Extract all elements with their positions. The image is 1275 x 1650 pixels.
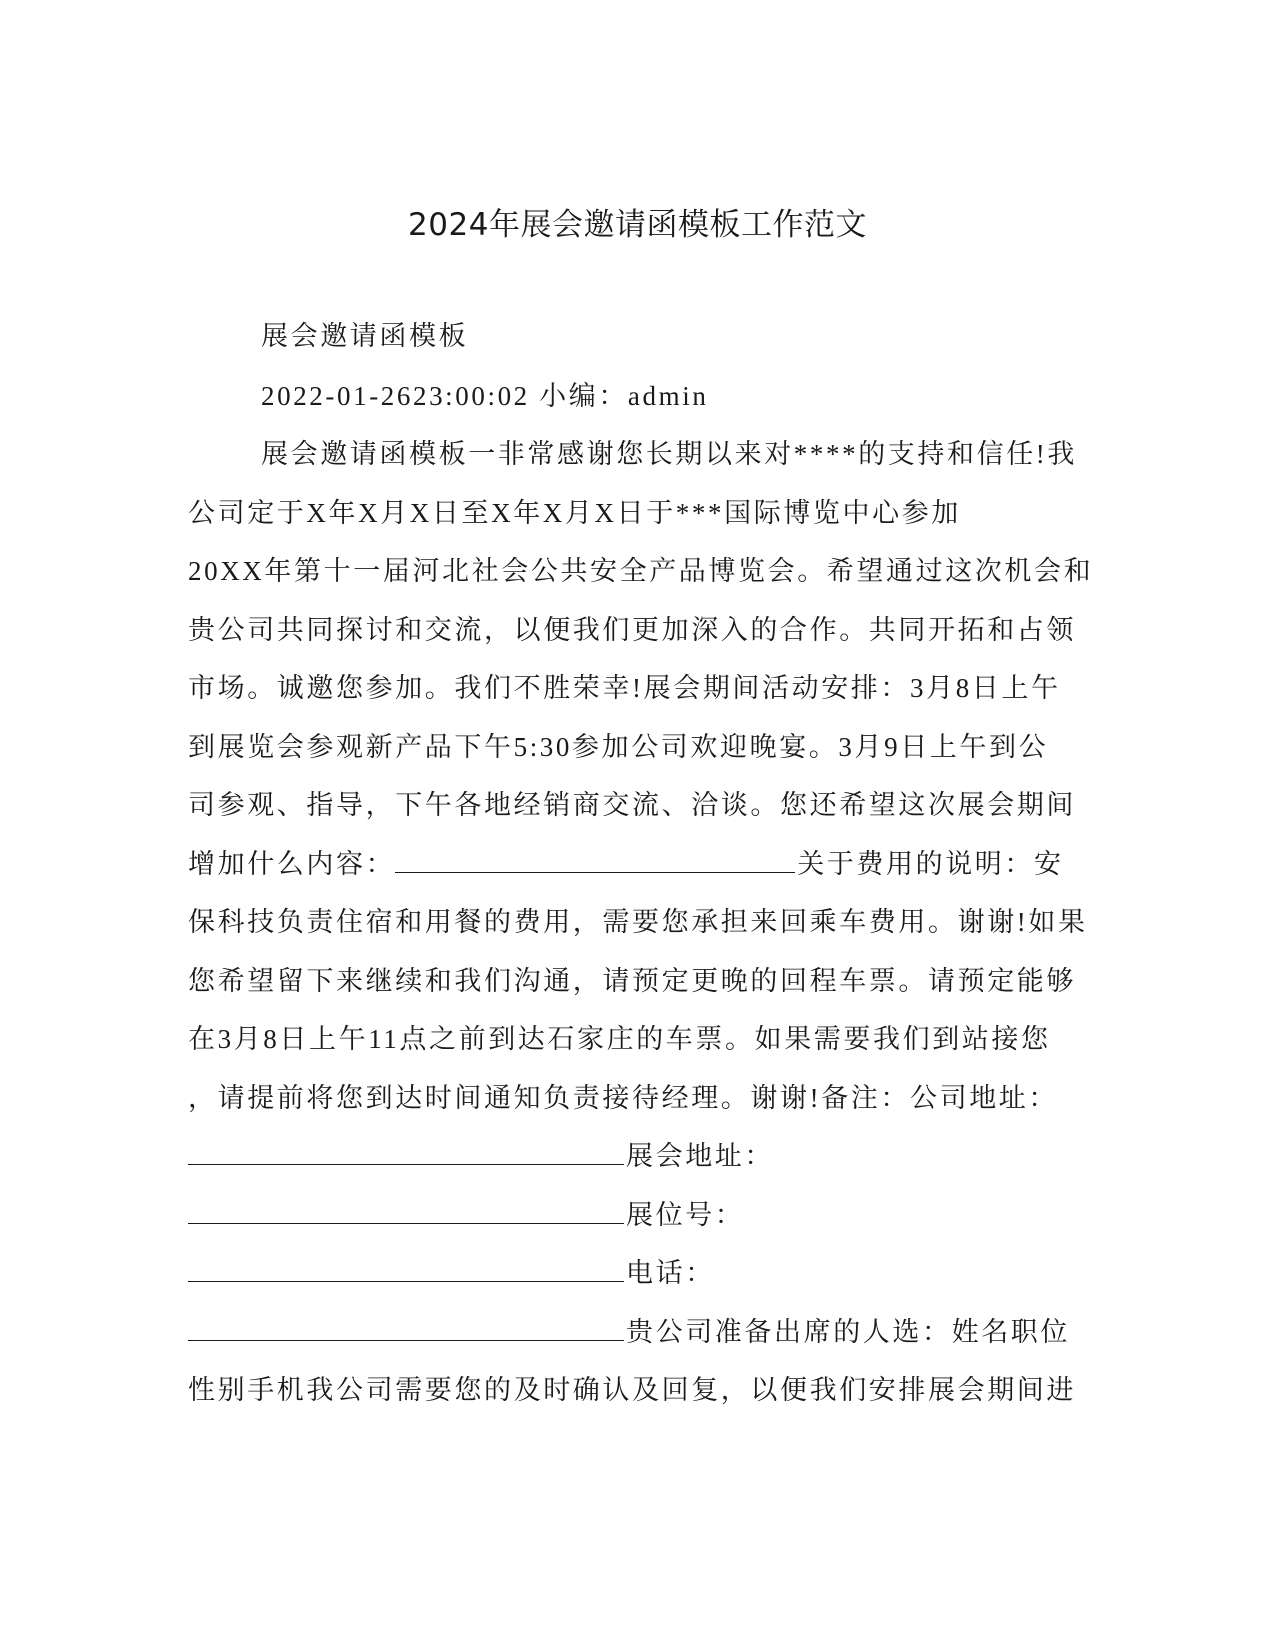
paragraph-line: 您希望留下来继续和我们沟通，请预定更晚的回程车票。请预定能够 — [188, 966, 1076, 996]
field-label: 贵公司准备出席的人选：姓名职位 — [626, 1317, 1070, 1347]
paragraph-line: ，请提前将您到达时间通知负责接待经理。谢谢!备注：公司地址： — [188, 1083, 1058, 1113]
fill-in-blank-content[interactable] — [395, 848, 795, 873]
fill-in-blank-company-address[interactable] — [188, 1140, 624, 1165]
blank-prefix-text: 增加什么内容： — [188, 849, 396, 879]
field-label: 展会地址： — [626, 1141, 774, 1171]
paragraph-line: 保科技负责住宿和用餐的费用，需要您承担来回乘车费用。谢谢!如果 — [188, 907, 1088, 937]
paragraph-line: 司参观、指导，下午各地经销商交流、洽谈。您还希望这次展会期间 — [188, 790, 1076, 820]
field-exhibition-address — [188, 1126, 774, 1186]
document-subtitle: 展会邀请函模板 — [261, 321, 469, 351]
fill-in-blank-phone[interactable] — [188, 1316, 624, 1341]
post-meta: 2022-01-2623:00:02 小编：admin — [261, 381, 709, 411]
field-phone — [188, 1243, 715, 1303]
blank-suffix-text: 关于费用的说明：安 — [797, 849, 1064, 879]
field-booth-number — [188, 1185, 744, 1245]
paragraph-line: 贵公司共同探讨和交流，以便我们更加深入的合作。共同开拓和占领 — [188, 615, 1076, 645]
paragraph-line: 市场。诚邀您参加。我们不胜荣幸!展会期间活动安排：3月8日上午 — [188, 673, 1061, 703]
paragraph-line-with-blank — [188, 834, 1064, 894]
field-label: 展位号： — [626, 1200, 745, 1230]
paragraph-line: 在3月8日上午11点之前到达石家庄的车票。如果需要我们到站接您 — [188, 1024, 1051, 1054]
paragraph-line: 公司定于X年X月X日至X年X月X日于***国际博览中心参加 — [188, 498, 961, 528]
fill-in-blank-exhibition-address[interactable] — [188, 1199, 624, 1224]
paragraph-line: 20XX年第十一届河北社会公共安全产品博览会。希望通过这次机会和 — [188, 556, 1094, 586]
paragraph-line: 性别手机我公司需要您的及时确认及回复，以便我们安排展会期间进 — [188, 1375, 1076, 1405]
document-title: 2024年展会邀请函模板工作范文 — [408, 207, 867, 243]
field-attendees — [188, 1302, 1070, 1362]
fill-in-blank-booth-number[interactable] — [188, 1257, 624, 1282]
paragraph-line: 展会邀请函模板一非常感谢您长期以来对****的支持和信任!我 — [261, 439, 1077, 469]
paragraph-line: 到展览会参观新产品下午5:30参加公司欢迎晚宴。3月9日上午到公 — [188, 732, 1049, 762]
field-label: 电话： — [626, 1258, 715, 1288]
